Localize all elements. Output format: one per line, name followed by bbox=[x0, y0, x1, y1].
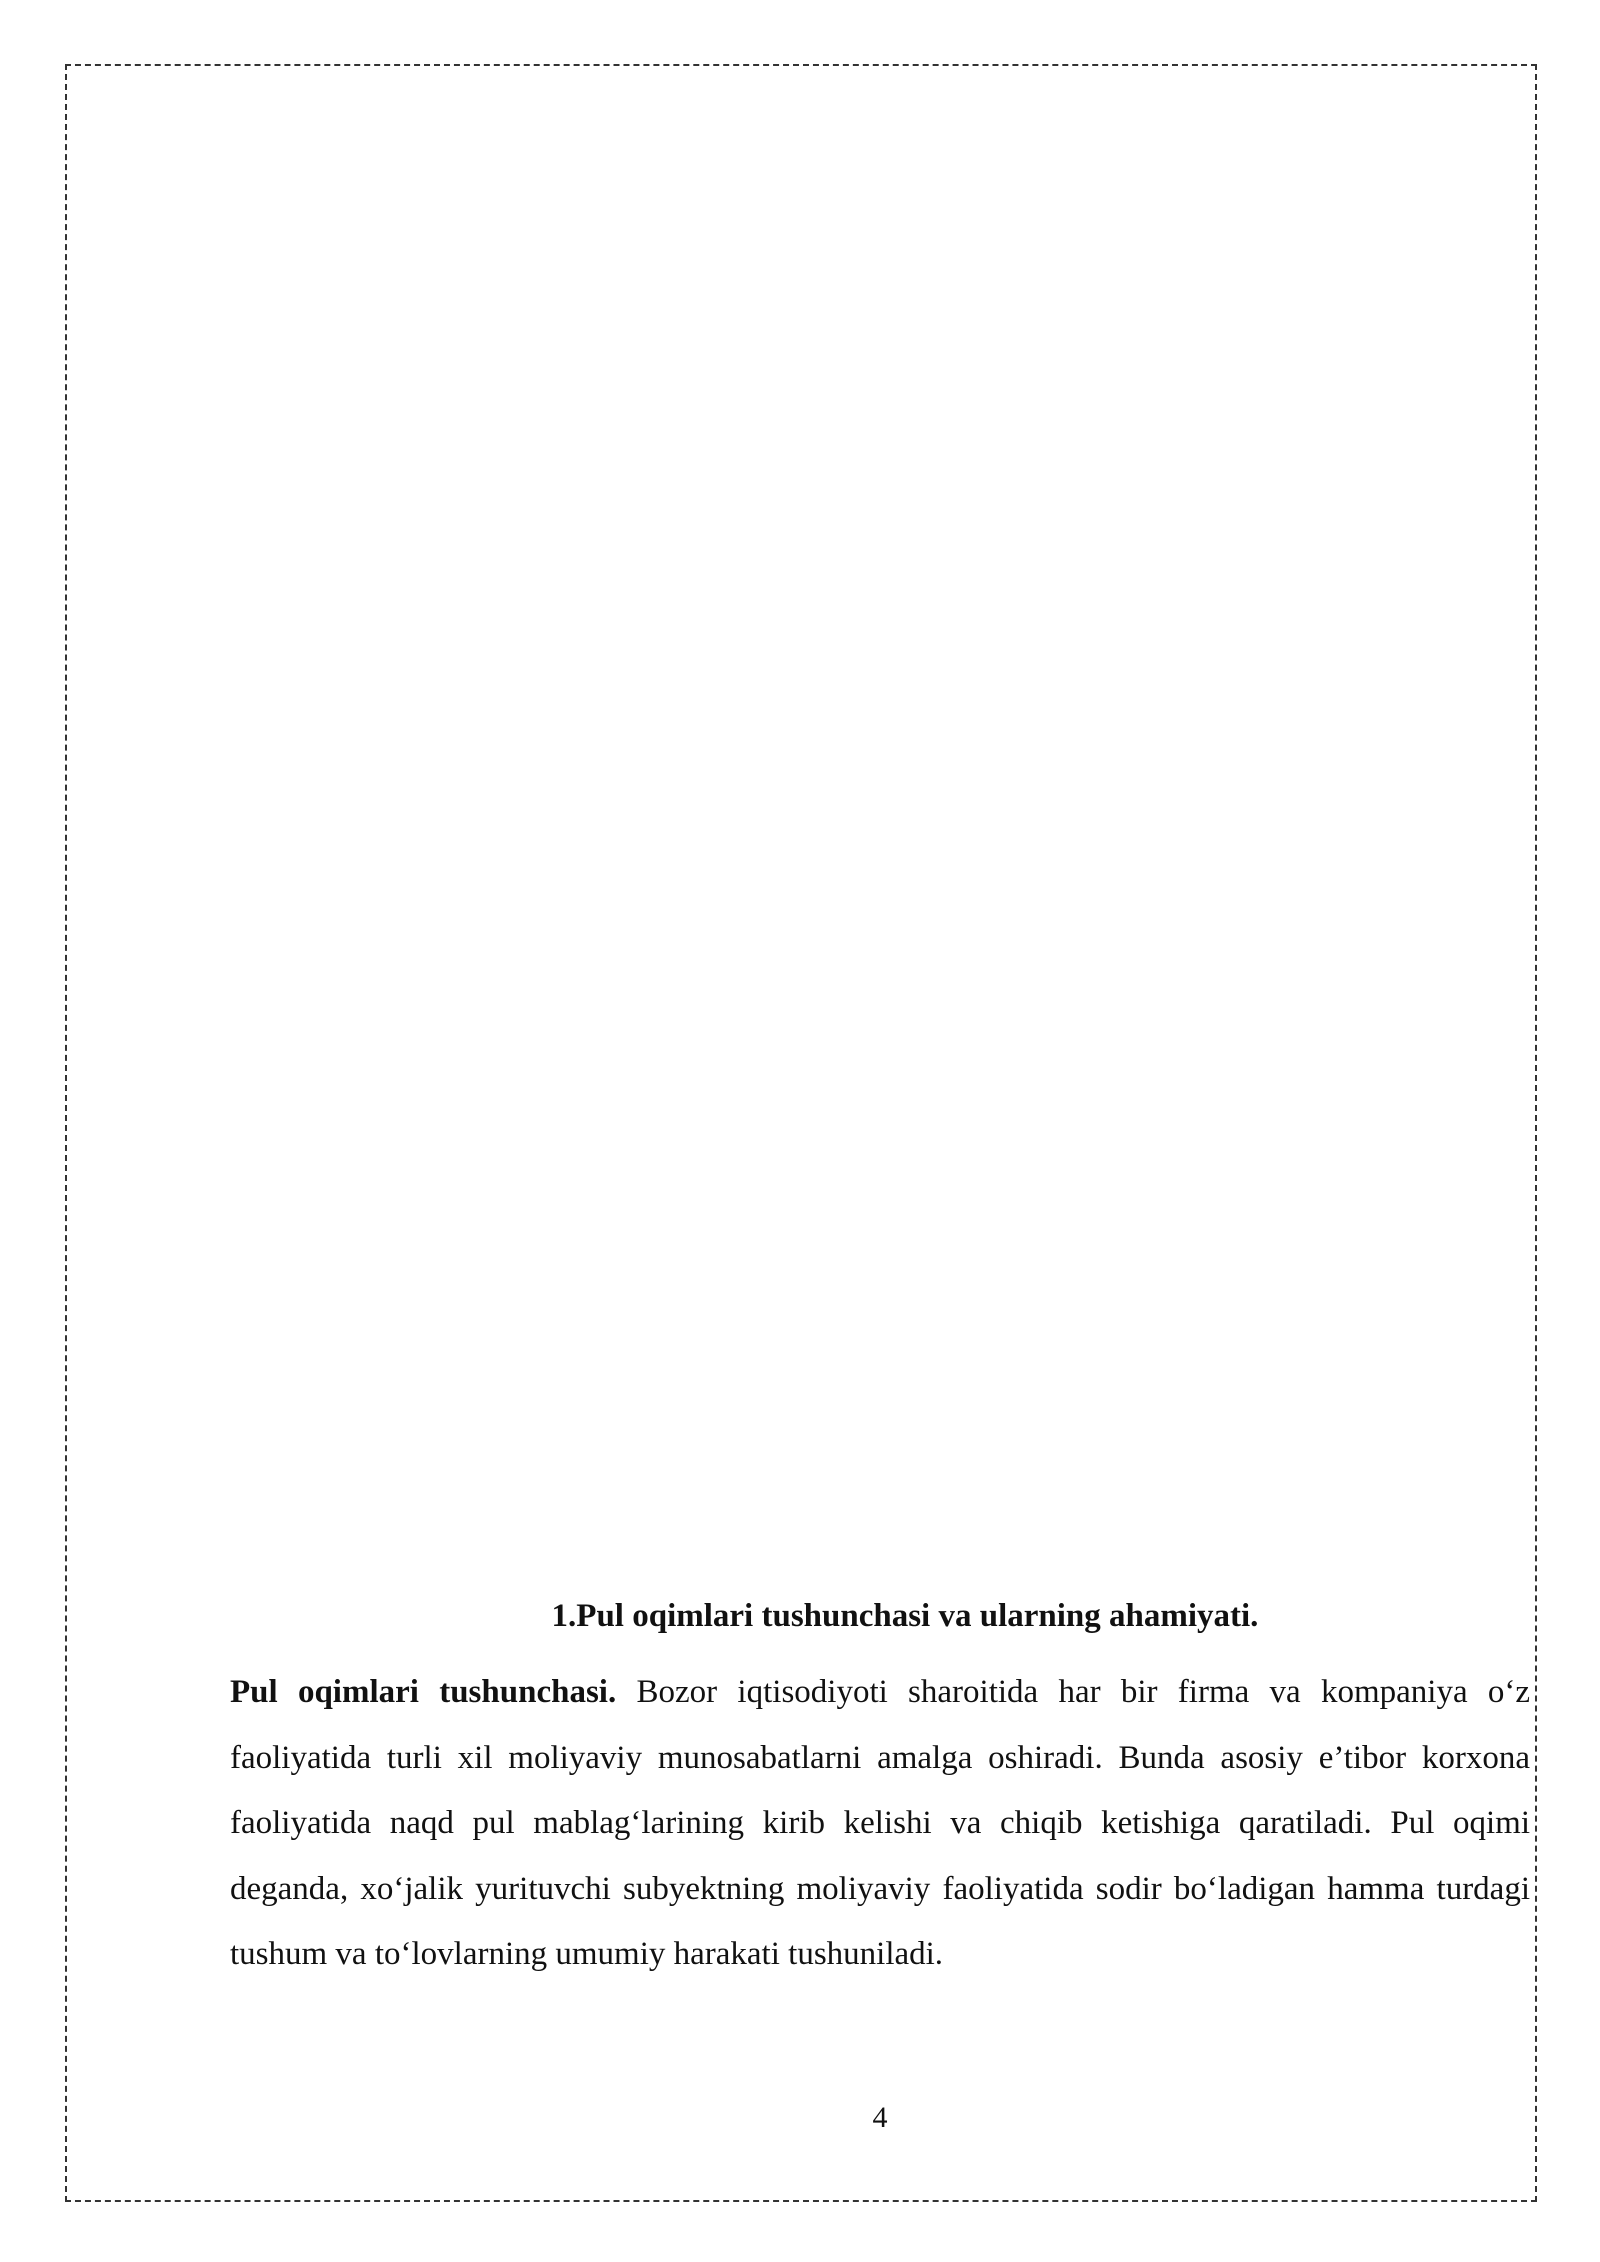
section-heading: 1.Pul oqimlari tushunchasi va ularning ahamiyati. bbox=[551, 1598, 1259, 1634]
page-number: 4 bbox=[872, 2101, 888, 2134]
paragraph-text: Bozor iqtisodiyoti sharoitida har bir firma va kompaniya o‘z faoliyatida turli xil moliyaviy munosabatlarni amalga oshiradi. Bunda asosiy e’tibor korxona faoliyatida naqd pul mablag‘larining kirib kelishi va chiqib ketishiga qaratiladi. Pul oqimi deganda, xo‘jalik yurituvchi subyektning moliyaviy faoliyatida sodir bo‘ladigan hamma turdagi tushum va to‘lovlarning umumiy harakati tushuniladi. bbox=[230, 1674, 1530, 1972]
body-paragraph bbox=[230, 1660, 1530, 1988]
lead-term: Pul oqimlari tushunchasi. bbox=[230, 1674, 617, 1710]
